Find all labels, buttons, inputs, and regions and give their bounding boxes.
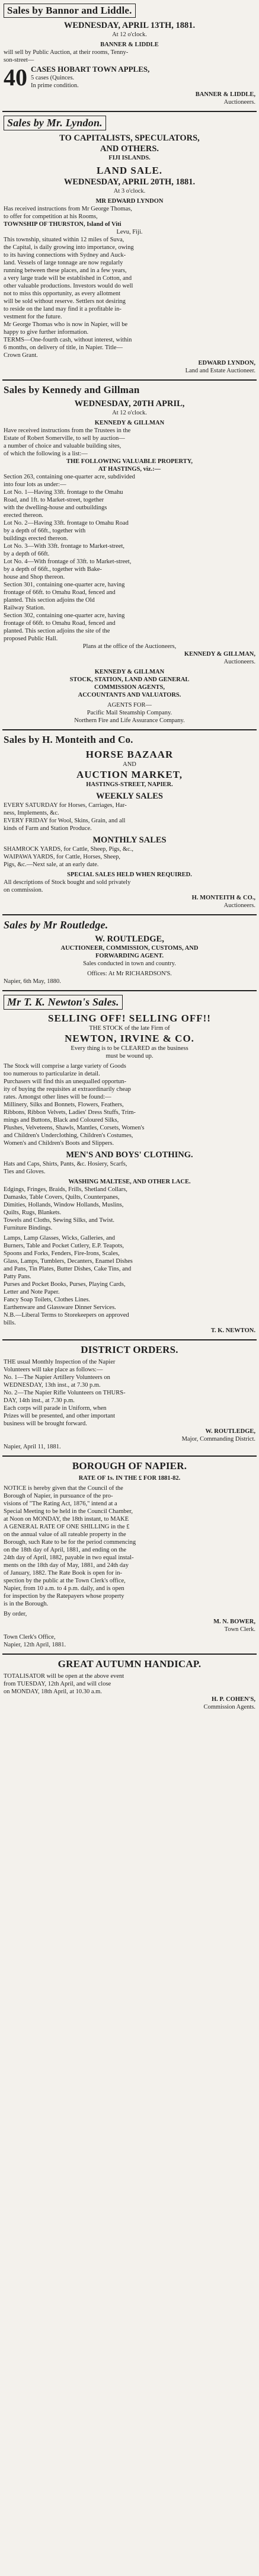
text-line: Road, and 1ft. to Market-street, together <box>4 497 104 503</box>
text-line: on commission. <box>4 887 43 893</box>
text-line: Spoons and Forks, Fenders, Fire-Irons, Scales, <box>4 1250 120 1257</box>
text-line: mings and Buttons, Black and Coloured Silks, <box>4 1117 119 1123</box>
text-line: HASTINGS-STREET, NAPIER. <box>86 781 173 788</box>
ad-body <box>4 1672 255 1711</box>
text-line: Quilts, Rugs, Blankets. <box>4 1209 62 1216</box>
text-line: Town Clerk. <box>224 1626 255 1633</box>
text-line: planted. This section adjoins the site of the <box>4 628 110 634</box>
text-line: TERMS—One-fourth cash, without interest, within <box>4 337 132 343</box>
ad-body <box>4 1474 255 1649</box>
text-line: Have received instructions from the Trustees in the <box>4 427 131 434</box>
text-line: Northern Fire and Life Assurance Company. <box>74 717 185 724</box>
ad-heading: Sales by H. Monteith and Co. <box>4 734 133 745</box>
text-line: Ties and Gloves. <box>4 1169 46 1175</box>
text-line: WAIPAWA YARDS, for Cattle, Horses, Sheep, <box>4 854 120 860</box>
text-line: Borough, such Rate to be for the period commencing <box>4 1539 136 1546</box>
text-line: to its having connections with Sydney and Auck- <box>4 252 126 258</box>
text-line: a very large trade will be established in Cotton, and <box>4 275 132 282</box>
text-line: Earthenware and Glassware Dinner Services. <box>4 1304 116 1311</box>
text-line: Railway Station. <box>4 605 45 611</box>
text-line: Offices: At Mr RICHARDSON'S. <box>87 971 172 977</box>
text-line: business will be brought forward. <box>4 1421 87 1427</box>
text-line: Commission Agents. <box>203 1704 255 1710</box>
text-line: No. 2—The Napier Rifle Volunteers on THURS- <box>4 1390 126 1396</box>
text-line: will be sold without reserve. Settlers not desiring <box>4 298 126 305</box>
ad-heading: Sales by Bannor and Liddle. <box>4 4 136 18</box>
text-line: Estate of Robert Somerville, to sell by auction— <box>4 435 125 442</box>
text-line: Land and Estate Auctioneer. <box>185 368 255 374</box>
text-line: Burners, Table and Pocket Cutlery, E.P. Teapots, <box>4 1243 124 1249</box>
text-line: by a depth of 66ft., together with Bake- <box>4 566 102 573</box>
text-line: MONTHLY SALES <box>92 835 167 845</box>
text-line: running between these places, and in a few years, <box>4 267 127 274</box>
text-line: Lot No. 2—Having 33ft. frontage to Omahu Road <box>4 520 129 526</box>
text-line: AT HASTINGS, viz.:— <box>98 466 161 473</box>
text-line: Letter and Note Paper. <box>4 1289 60 1295</box>
text-line: other valuable productions. Investors would do well <box>4 283 133 289</box>
text-line: Auctioneers. <box>223 659 255 665</box>
text-line: proposed Public Hall. <box>4 636 58 642</box>
text-line: FIJI ISLANDS. <box>108 155 151 161</box>
text-line: N.B.—Liberal Terms to Storekeepers on approved <box>4 1312 129 1319</box>
text-line: AUCTION MARKET, <box>76 769 183 780</box>
text-line: LAND SALE. <box>96 165 163 176</box>
text-line: Fancy Soap Toilets, Clothes Lines. <box>4 1297 91 1303</box>
ad-body <box>4 133 255 375</box>
text-line: NOTICE is hereby given that the Council of the <box>4 1485 123 1492</box>
text-line: Sales conducted in town and country. <box>83 960 176 967</box>
text-line: WASHING MALTESE, AND OTHER LACE. <box>68 1179 191 1185</box>
ad-borough-napier <box>2 1457 257 1655</box>
text-line: Section 302, containing one-quarter acre, having <box>4 612 125 619</box>
text-line: Town Clerk's Office, <box>4 1634 56 1640</box>
text-line: of January, 1882. The Rate Book is open for in- <box>4 1570 123 1576</box>
text-line: Furniture Bindings. <box>4 1225 53 1231</box>
text-line: visions of "The Rating Act, 1876," intend at a <box>4 1501 117 1507</box>
text-line: 6 months, on delivery of title, in Napier. Title— <box>4 344 123 351</box>
text-line: land. Vessels of large tonnage are now regularly <box>4 260 123 266</box>
text-line: for inspection by the Ratepayers whose property <box>4 1593 124 1600</box>
text-line: not to miss this opportunity, as every allotment <box>4 291 121 297</box>
text-line: Levu, Fiji. <box>116 229 143 235</box>
text-line: Major, Commanding District. <box>181 1436 255 1442</box>
text-line: W. ROUTLEDGE, <box>205 1428 255 1435</box>
text-line: EDWARD LYNDON, <box>198 360 255 366</box>
text-line: Auctioneers. <box>223 902 255 909</box>
text-line: BANNER & LIDDLE <box>100 42 159 48</box>
text-line: Section 301, containing one-quarter acre, having <box>4 582 125 588</box>
text-line: Napier, 6th May, 1880. <box>4 978 61 985</box>
text-line: frontage of 66ft. to Omahu Road, fenced and <box>4 620 116 627</box>
quantity-number: 40 <box>4 63 27 91</box>
text-line: TO CAPITALISTS, SPECULATORS, <box>59 133 200 143</box>
text-line: KENNEDY & GILLMAN <box>94 669 165 675</box>
text-line: KENNEDY & GILLMAN, <box>184 651 255 657</box>
ad-heading: Sales by Kennedy and Gillman <box>4 384 140 395</box>
ad-body <box>4 1012 255 1335</box>
text-line: WEEKLY SALES <box>96 791 163 801</box>
ad-heading: DISTRICT ORDERS. <box>81 1344 178 1355</box>
text-line: By order, <box>4 1611 27 1617</box>
text-line: HORSE BAZAAR <box>85 749 174 760</box>
text-line: MR EDWARD LYNDON <box>95 198 164 205</box>
text-line: BANNER & LIDDLE, <box>195 91 255 98</box>
text-line: Pacific Mail Steamship Company. <box>87 710 172 716</box>
text-line: EVERY FRIDAY for Wool, Skins, Grain, and all <box>4 818 126 824</box>
text-line: NEWTON, IRVINE & CO. <box>65 1033 194 1044</box>
text-line: Napier, 12th April, 1881. <box>4 1642 66 1648</box>
text-line: SHAMROCK YARDS, for Cattle, Sheep, Pigs, &c., <box>4 846 133 853</box>
text-line: buildings erected thereon. <box>4 535 68 542</box>
text-line: KENNEDY & GILLMAN <box>94 420 165 426</box>
text-line: WEDNESDAY, APRIL 20TH, 1881. <box>63 177 196 187</box>
text-line: spection by the public at the Town Clerk's office, <box>4 1578 126 1584</box>
text-line: too numerous to particularize in detail. <box>4 1071 100 1077</box>
text-line: Prizes will be presented, and other important <box>4 1413 116 1419</box>
text-line: bills. <box>4 1320 16 1326</box>
text-line: SPECIAL SALES HELD WHEN REQUIRED. <box>67 872 192 878</box>
text-line: the Capital, is daily growing into importance, owing <box>4 244 134 251</box>
ad-body <box>4 1358 255 1451</box>
text-line: Lot No. 1—Having 33ft. frontage to the Omahu <box>4 489 123 496</box>
quinces-line: 5 cases (Quinces. <box>31 75 75 81</box>
ad-heading: GREAT AUTUMN HANDICAP. <box>57 1658 202 1670</box>
text-line: from TUESDAY, 12th April, and will close <box>4 1681 111 1687</box>
text-line: WEDNESDAY, APRIL 13TH, 1881. <box>63 21 196 30</box>
text-line: SELLING OFF! SELLING OFF!! <box>48 1013 211 1024</box>
text-line: T. K. NEWTON. <box>210 1327 255 1334</box>
text-line: Glass, Lamps, Tumblers, Decanters, Enamel Dishes <box>4 1258 133 1265</box>
text-line: Pigs, &c.—Next sale, at an early date. <box>4 861 99 868</box>
text-line: Towels and Cloths, Sewing Silks, and Twist. <box>4 1217 115 1224</box>
text-line: A GENERAL RATE OF ONE SHILLING in the £ <box>4 1524 130 1530</box>
apples-line <box>4 65 255 90</box>
text-line: Millinery, Silks and Bonnets, Flowers, Feathers, <box>4 1102 124 1108</box>
ad-heading: BOROUGH OF NAPIER. <box>72 1460 187 1471</box>
text-line: Mr George Thomas who is now in Napier, will be <box>4 321 128 328</box>
text-line: to offer for competition at his Rooms, <box>4 213 98 220</box>
text-line: AUCTIONEER, COMMISSION, CUSTOMS, AND <box>60 945 199 952</box>
ad-kennedy-gillman <box>2 381 257 730</box>
text-line: THE STOCK of the late Firm of <box>89 1025 170 1032</box>
text-line: DAY, 14th inst., at 7.30 p.m. <box>4 1397 75 1404</box>
quantity-text <box>31 65 149 90</box>
text-line: Damasks, Table Covers, Quilts, Counterpanes, <box>4 1194 120 1201</box>
text-line: vestment for the future. <box>4 314 62 320</box>
ad-body <box>4 398 255 724</box>
text-line: Every thing is to be CLEARED as the business <box>71 1045 188 1052</box>
text-line: WEDNESDAY, 13th inst., at 7.30 p.m. <box>4 1382 101 1388</box>
ad-newton <box>2 991 257 1340</box>
text-line: At 12 o'clock. <box>112 31 147 38</box>
text-line: At 12 o'clock. <box>112 410 147 416</box>
text-line: rates. Amongst other lines will be found:— <box>4 1094 111 1100</box>
text-line: son-street— <box>4 57 34 63</box>
text-line: must be wound up. <box>105 1053 154 1059</box>
ad-lyndon <box>2 112 257 381</box>
text-line: to reside on the land may find it a profitable in- <box>4 306 121 312</box>
ad-district-orders <box>2 1340 257 1457</box>
text-line: into four lots as under:— <box>4 481 66 488</box>
ad-body <box>4 934 255 985</box>
text-line: Purses and Pocket Books, Purses, Playing Cards, <box>4 1281 126 1288</box>
text-line: Ribbons, Ribbon Velvets, Ladies' Dress Stuffs, Trim- <box>4 1109 136 1116</box>
text-line: kinds of Farm and Station Produce. <box>4 825 92 832</box>
text-line: Auctioneers. <box>223 99 255 106</box>
text-line: and Pans, Tin Plates, Butter Dishes, Cake Tins, and <box>4 1266 132 1272</box>
text-line: 24th day of April, 1882, payable in two equal instal- <box>4 1554 134 1561</box>
text-line: At 3 o'clock. <box>113 188 146 194</box>
text-line: of which the following is a list:— <box>4 451 88 457</box>
text-line: The Stock will comprise a large variety of Goods <box>4 1063 126 1070</box>
text-line: M. N. BOWER, <box>213 1619 255 1625</box>
text-line: happy to give further information. <box>4 329 89 336</box>
text-line: ments on the 18th day of May, 1881, and 24th day <box>4 1562 129 1569</box>
text-line: FORWARDING AGENT. <box>95 953 164 959</box>
text-line: No. 1—The Napier Artillery Volunteers on <box>4 1374 110 1381</box>
condition-line: In prime condition. <box>31 82 79 89</box>
ad-monteith <box>2 730 257 915</box>
ad-signature <box>4 91 255 106</box>
text-line: Purchasers will find this an unequalled opportun- <box>4 1078 127 1085</box>
text-line: EVERY SATURDAY for Horses, Carriages, Har- <box>4 802 127 809</box>
text-line: This township, situated within 12 miles of Suva, <box>4 237 124 243</box>
text-line: THE usual Monthly Inspection of the Napier <box>4 1359 116 1365</box>
text-line: Napier, from 10 a.m. to 4 p.m. daily, and is open <box>4 1585 124 1592</box>
text-line: Plans at the office of the Auctioneers, <box>82 643 177 650</box>
text-line: All descriptions of Stock bought and sold privately <box>4 879 131 886</box>
text-line: will sell by Public Auction, at their rooms, Tenny- <box>4 49 129 56</box>
ad-routledge <box>2 915 257 991</box>
text-line: frontage of 66ft. to Omahu Road, fenced and <box>4 589 116 596</box>
text-line: Patty Pans. <box>4 1273 31 1280</box>
text-line: AND <box>123 761 136 768</box>
text-line: house and Shop thereon. <box>4 574 65 580</box>
ad-body <box>4 20 255 64</box>
text-line: H. MONTEITH & CO., <box>191 895 255 901</box>
ad-bannor-liddle <box>2 0 257 112</box>
text-line: Dimities, Hollands, Window Hollands, Muslins, <box>4 1202 124 1208</box>
text-line: W. ROUTLEDGE, <box>95 934 164 944</box>
text-line: WEDNESDAY, 20TH APRIL, <box>74 399 185 408</box>
text-line: TOWNSHIP OF THURSTON, Island of Viti <box>4 221 121 228</box>
text-line: Volunteers will take place as follows:— <box>4 1367 103 1373</box>
text-line: planted. This section adjoins the Old <box>4 597 95 604</box>
text-line: STOCK, STATION, LAND AND GENERAL <box>69 676 190 683</box>
text-line: Special Meeting to be held in the Council Chamber, <box>4 1508 133 1515</box>
ad-heading: Sales by Mr. Lyndon. <box>4 116 106 130</box>
text-line: TOTALISATOR will be open at the above event <box>4 1673 124 1680</box>
text-line: ity of buying the requisites at extraordinarily cheap <box>4 1086 131 1093</box>
text-line: Lamps, Lamp Glasses, Wicks, Galleries, and <box>4 1235 116 1241</box>
text-line: Plushes, Velveteens, Shawls, Mantles, Corsets, Women's <box>4 1125 145 1131</box>
text-line: AND OTHERS. <box>100 144 159 154</box>
ad-heading: Sales by Mr Routledge. <box>4 919 108 931</box>
text-line: Lot No. 3—With 33ft. frontage to Market-street, <box>4 543 124 550</box>
text-line: Crown Grant. <box>4 352 38 359</box>
text-line: on the 18th day of April, 1881, and ending on the <box>4 1547 127 1553</box>
text-line: Lot No. 4—With frontage of 33ft. to Market-street, <box>4 558 132 565</box>
text-line: Section 263, containing one-quarter acre, subdivided <box>4 474 135 480</box>
text-line: Hats and Caps, Shirts, Pants, &c. Hosiery, Scarfs, <box>4 1161 127 1167</box>
text-line: H. P. COHEN'S, <box>211 1696 255 1703</box>
text-line: Edgings, Fringes, Braids, Frills, Shetland Collars, <box>4 1186 127 1193</box>
text-line: ness, Implements, &c. <box>4 810 59 816</box>
text-line: Each corps will parade in Uniform, when <box>4 1405 107 1412</box>
text-line: on MONDAY, 18th April, at 10.30 a.m. <box>4 1688 102 1695</box>
text-line: at Noon on MONDAY, the 18th instant, to MAKE <box>4 1516 129 1522</box>
text-line: Women's and Children's Boots and Slippers. <box>4 1140 114 1147</box>
text-line: Napier, April 11, 1881. <box>4 1444 61 1450</box>
text-line: and Children's Underclothing, Children's Costumes, <box>4 1132 133 1139</box>
ad-heading: Mr T. K. Newton's Sales. <box>4 995 123 1010</box>
ad-body <box>4 748 255 909</box>
text-line: THE FOLLOWING VALUABLE PROPERTY, <box>66 458 193 465</box>
text-line: ACCOUNTANTS AND VALUATORS. <box>78 692 181 698</box>
newspaper-column <box>2 0 257 1716</box>
text-line: by a depth of 66ft., together with <box>4 528 86 534</box>
text-line: with the dwelling-house and outbuildings <box>4 505 107 511</box>
text-line: Borough of Napier, in pursuance of the pro- <box>4 1493 113 1499</box>
text-line: Has received instructions from Mr George Thomas, <box>4 206 132 212</box>
text-line: RATE OF 1s. IN THE £ FOR 1881-82. <box>78 1475 181 1482</box>
text-line: a number of choice and valuable building sites, <box>4 443 121 449</box>
apples-title: CASES HOBART TOWN APPLES, <box>31 65 150 74</box>
text-line: COMMISSION AGENTS, <box>94 684 165 691</box>
text-line: on the annual value of all rateable property in the <box>4 1531 126 1538</box>
text-line: MEN'S AND BOYS' CLOTHING. <box>66 1150 193 1160</box>
text-line: by a depth of 66ft. <box>4 551 50 557</box>
text-line: erected thereon. <box>4 512 44 519</box>
text-line: AGENTS FOR— <box>107 702 152 708</box>
text-line: is in the Borough. <box>4 1601 49 1607</box>
ad-autumn-handicap <box>2 1655 257 1716</box>
